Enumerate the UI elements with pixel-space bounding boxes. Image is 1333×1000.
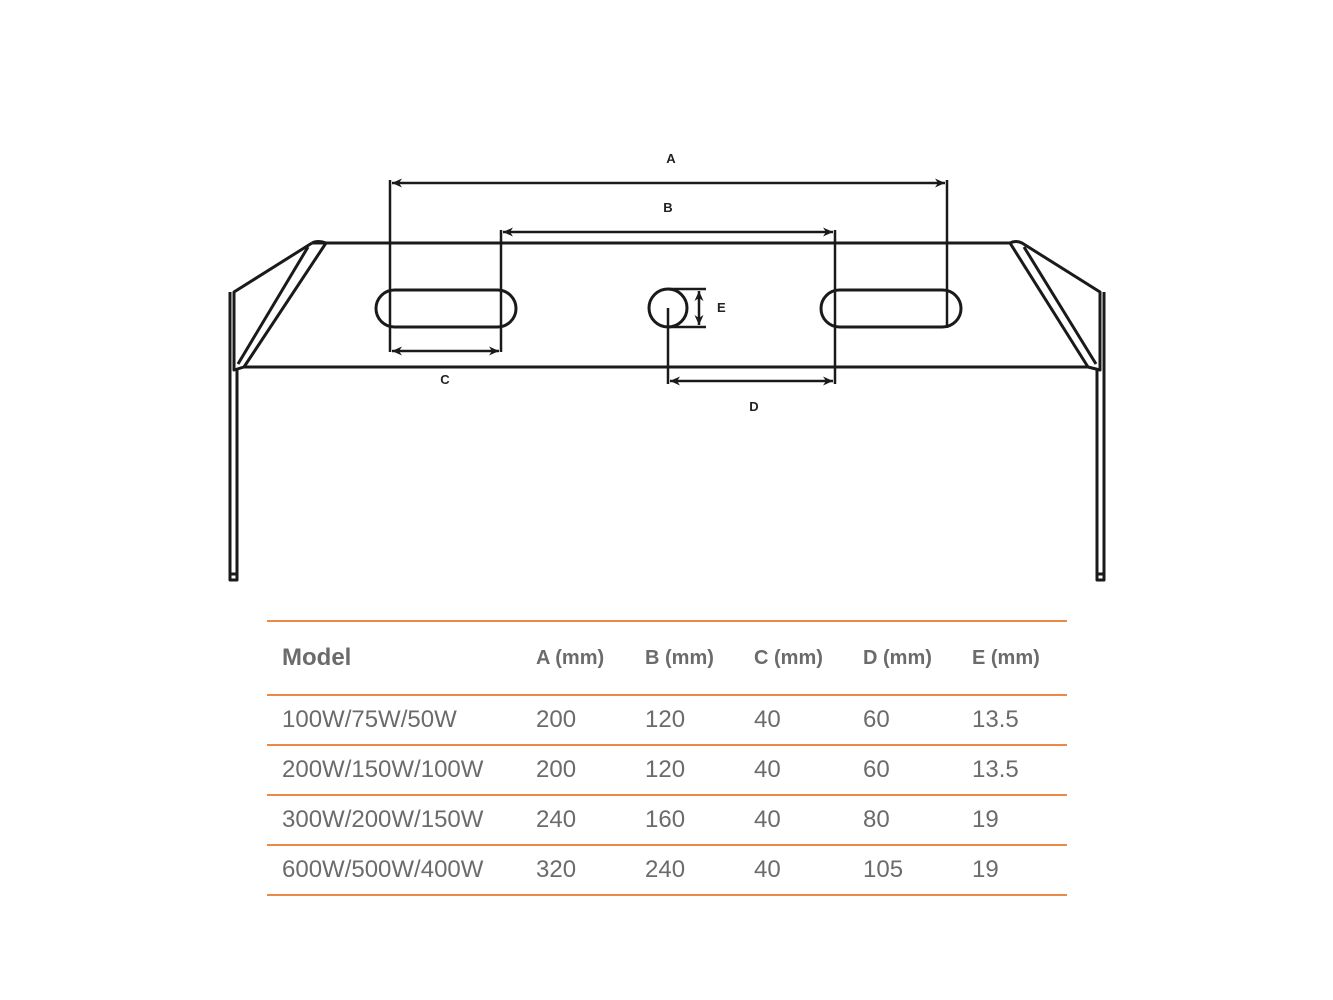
bracket-outline [230,242,1104,581]
dim-label-e: E [717,300,726,315]
table-row [267,795,1067,845]
cell-e: 13.5 [972,756,1019,783]
cell-model: 100W/75W/50W [282,706,457,733]
dim-label-a: A [666,151,676,166]
dim-label-c: C [440,372,450,387]
header-model: Model [282,644,352,671]
left-slot [376,290,516,327]
header-c: C (mm) [754,646,823,669]
cell-a: 240 [536,806,577,833]
cell-d: 60 [863,706,890,733]
table-row [267,695,1067,745]
cell-a: 320 [536,856,577,883]
cell-model: 600W/500W/400W [282,856,484,883]
cell-b: 120 [645,756,686,783]
right-slot [821,290,961,327]
cell-e: 19 [972,806,999,833]
table-row [267,845,1067,895]
cell-d: 80 [863,806,890,833]
header-e: E (mm) [972,646,1040,669]
cell-d: 60 [863,756,890,783]
cell-b: 240 [645,856,686,883]
header-d: D (mm) [863,646,932,669]
table-header-row [267,621,1067,695]
cell-e: 13.5 [972,706,1019,733]
cell-c: 40 [754,756,781,783]
dimensions-table [267,620,1067,896]
cell-a: 200 [536,706,577,733]
dim-label-d: D [749,399,759,414]
cell-d: 105 [863,856,904,883]
cell-model: 200W/150W/100W [282,756,484,783]
cell-b: 160 [645,806,686,833]
dim-label-b: B [663,200,673,215]
cell-c: 40 [754,706,781,733]
table-row [267,745,1067,795]
header-b: B (mm) [645,646,714,669]
cell-model: 300W/200W/150W [282,806,484,833]
cell-c: 40 [754,806,781,833]
cell-c: 40 [754,856,781,883]
cell-b: 120 [645,706,686,733]
cell-a: 200 [536,756,577,783]
header-a: A (mm) [536,646,605,669]
cell-e: 19 [972,856,999,883]
